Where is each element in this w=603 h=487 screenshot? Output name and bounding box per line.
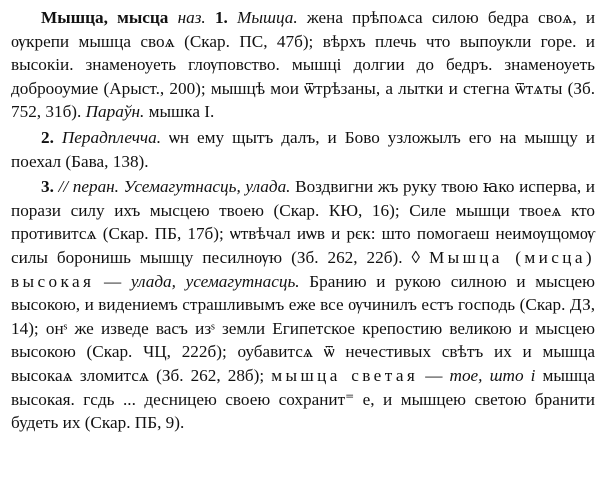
text-run: жена прѣпоѧса силою бедра своѧ, и ѹкрепи мышца своѧ (Скар. ПС, 47б); вѣрхъ плечь что выпоукли горе. и высокіи. знаменоуеть глѹповство. мышці долгии до бедръ. знаменоуеть доброоумие (Арыст., 200); мышцѣ мои ѿтрѣзаны, а лытки и стегна ѿтѧты (Зб. 752, 31б). xyxy=(11,8,596,122)
italic-gloss: тое, што і xyxy=(449,365,536,385)
sense-body xyxy=(11,177,595,432)
text-run: — xyxy=(94,271,131,291)
italic-gloss: улада, усемагутнасць. xyxy=(130,271,300,291)
italic-gloss: // перан. Усемагутнасць, улада. xyxy=(58,177,291,197)
sense-number: 1. xyxy=(214,8,228,27)
text-run: Воздвигни жъ руку твою ꙗко исперва, и порази силу ихъ мысцею твоею (Скар. КЮ, 16); Силе мышци твоеѧ кто противитсѧ (Скар. ПБ, 17б); ѡтвѣчал иѡв и рєк: што помогаеш неимѹщомѹ силы боронишь мышцу песилнѹю (Зб. 262, 22б). ◊ xyxy=(11,177,595,267)
italic-gloss: Параўн. xyxy=(85,102,145,122)
text-run: мышца высокая. гсдь ... десницею своею сохранит⁼ е, и мышцею светою бранити будеть их (Скар. ПБ, 9). xyxy=(11,365,595,433)
headword: Мышца, мысца xyxy=(41,8,169,27)
spaced-phrase: мышца светая xyxy=(271,365,419,385)
text-run: Бранию и рукою силною и мысцею высокою, и видениемъ страшливымъ еже все ѹчинилъ естъ господь (Скар. ДЗ, 14); онˢ же изведе васъ изˢ земли Египетское крепостию великою и мысцею высокою (Скар. ЧЦ, 222б); оубавитсѧ ѿ нечестивых свѣтъ их и мышца высокаѧ зломитсѧ (Зб. 262, 28б); xyxy=(11,271,595,385)
sense-number: 2. xyxy=(41,127,54,147)
sense-body xyxy=(11,128,595,171)
text-run: ѡн ему щытъ далъ, и Бово узложылъ его на мышцу и поехал (Бава, 138). xyxy=(11,127,596,171)
spaced-phrase: Мышца (мисца) высокая xyxy=(11,247,595,291)
sense-number: 3. xyxy=(41,177,54,197)
text-run: — xyxy=(418,365,450,385)
italic-gloss: Мышца. xyxy=(237,8,298,27)
entry-sense-1 xyxy=(11,6,595,124)
part-of-speech: наз. xyxy=(177,8,206,27)
italic-gloss: Перадплечча. xyxy=(61,127,162,147)
entry-sense-2 xyxy=(11,126,595,173)
entry-sense-3 xyxy=(11,175,595,435)
text-run: мышка I. xyxy=(144,102,215,122)
